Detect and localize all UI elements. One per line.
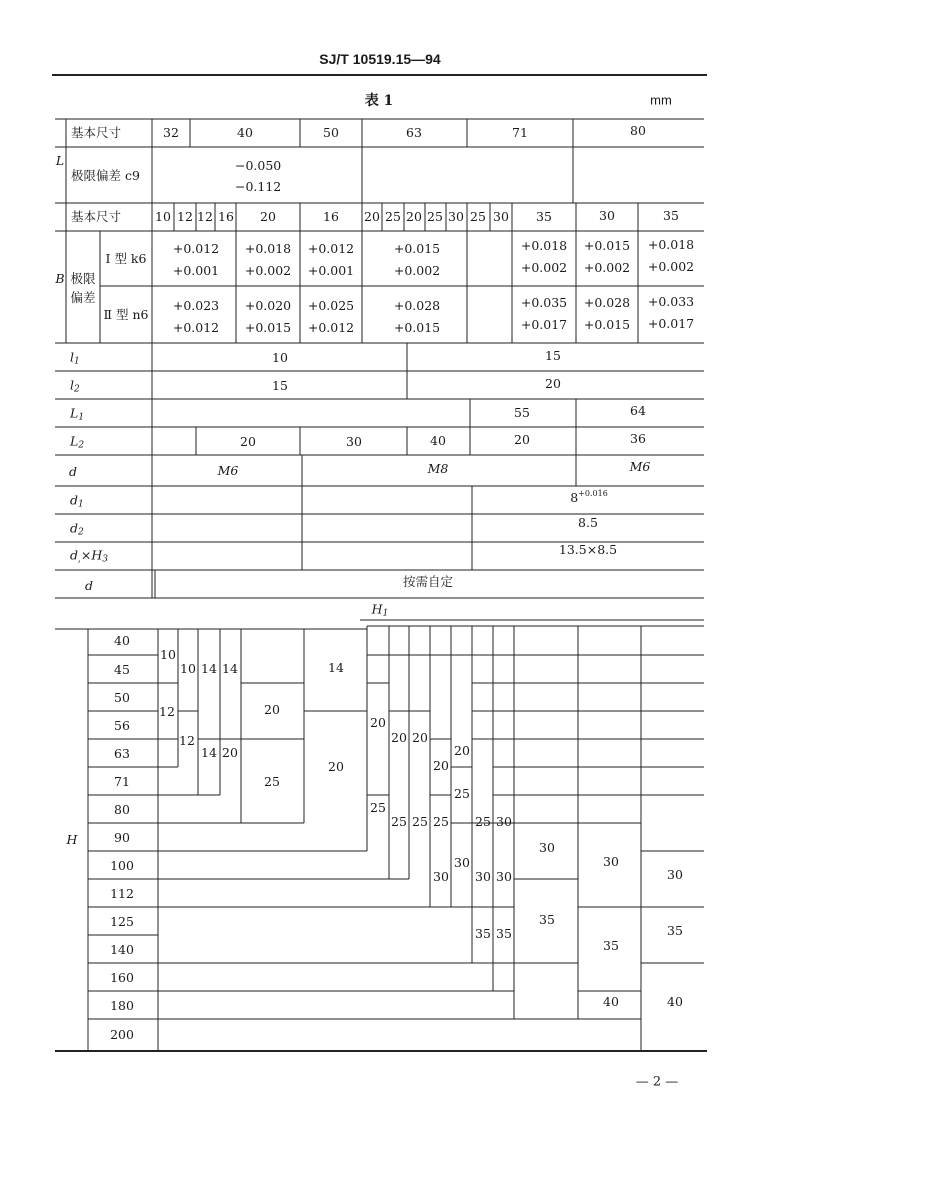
H1-cell: 14 bbox=[201, 744, 217, 760]
B-type1-upper: +0.018 bbox=[647, 236, 695, 252]
B-basic-value: 16 bbox=[323, 208, 339, 224]
B-basic-value: 20 bbox=[406, 208, 422, 224]
B-type2-upper: +0.028 bbox=[393, 297, 441, 313]
H-value: 200 bbox=[110, 1026, 134, 1042]
H1-cell: 25 bbox=[475, 813, 491, 829]
H1-cell: 14 bbox=[222, 660, 238, 676]
B-type1-lower: +0.001 bbox=[172, 262, 220, 278]
B-basic-value: 20 bbox=[260, 208, 276, 224]
l2-value: 15 bbox=[272, 377, 288, 393]
H-value: 63 bbox=[114, 745, 130, 761]
L1-label: $L_1$ bbox=[70, 405, 85, 423]
H1-cell: 30 bbox=[433, 868, 449, 884]
H1-cell: 20 bbox=[454, 742, 470, 758]
B-basic-value: 20 bbox=[364, 208, 380, 224]
H-value: 80 bbox=[114, 801, 130, 817]
d3-H3-label: $d_,\times H_3$ bbox=[70, 547, 108, 565]
L2-value: 30 bbox=[346, 433, 362, 449]
B-type1-upper: +0.018 bbox=[244, 240, 292, 256]
L-basic-value: 63 bbox=[406, 124, 422, 140]
B-basic-value: 10 bbox=[155, 208, 171, 224]
H-label: H bbox=[66, 831, 78, 847]
L2-value: 20 bbox=[240, 433, 256, 449]
H-value: 180 bbox=[110, 997, 134, 1013]
d3-H3-value: 13.5×8.5 bbox=[558, 541, 618, 557]
H-value: 56 bbox=[114, 717, 130, 733]
H-value: 50 bbox=[114, 689, 130, 705]
table-title: 表 1 bbox=[364, 93, 394, 109]
B-tol-label-1: 极限 bbox=[70, 270, 96, 286]
H1-label: $H_1$ bbox=[371, 601, 389, 619]
L2-label: $L_2$ bbox=[70, 433, 85, 451]
H-value: 40 bbox=[114, 632, 130, 648]
B-basic-value: 30 bbox=[599, 207, 615, 223]
B-type2-upper: +0.023 bbox=[172, 297, 220, 313]
L-tolerance-label: 极限偏差 c9 bbox=[71, 167, 140, 183]
H1-cell: 30 bbox=[454, 854, 470, 870]
d2-label: $d_2$ bbox=[70, 520, 84, 538]
H1-cell: 25 bbox=[412, 813, 428, 829]
B-type1-upper: +0.015 bbox=[393, 240, 441, 256]
l1-value: 10 bbox=[272, 349, 288, 365]
B-type1-upper: +0.012 bbox=[172, 240, 220, 256]
H1-cell: 25 bbox=[454, 785, 470, 801]
page-number: — 2 — bbox=[635, 1074, 679, 1090]
H1-cell: 25 bbox=[370, 799, 386, 815]
H1-cell: 40 bbox=[603, 993, 619, 1009]
L-basic-value: 32 bbox=[163, 124, 179, 140]
B-tol-label-2: 偏差 bbox=[70, 289, 96, 305]
B-type1-lower: +0.002 bbox=[520, 259, 568, 275]
B-label: B bbox=[55, 270, 65, 286]
l1-label: $l_1$ bbox=[70, 349, 80, 367]
d-last-label: d bbox=[84, 577, 94, 593]
H1-cell: 10 bbox=[160, 646, 176, 662]
B-basic-value: 25 bbox=[385, 208, 401, 224]
L-basic-label: 基本尺寸 bbox=[71, 124, 122, 140]
B-type1-lower: +0.002 bbox=[244, 262, 292, 278]
B-basic-value: 16 bbox=[218, 208, 234, 224]
l2-label: $l_2$ bbox=[70, 377, 80, 395]
B-basic-value: 30 bbox=[448, 208, 464, 224]
d1-label: $d_1$ bbox=[70, 492, 84, 510]
H1-cell: 25 bbox=[391, 813, 407, 829]
H1-cell: 30 bbox=[496, 868, 512, 884]
d-value: M8 bbox=[427, 460, 449, 476]
B-type2-upper: +0.020 bbox=[244, 297, 292, 313]
B-type2-upper: +0.033 bbox=[647, 293, 695, 309]
B-type2-lower: +0.017 bbox=[520, 316, 568, 332]
d1-value: $8^{+0.016}$ bbox=[570, 488, 608, 505]
H-value: 140 bbox=[110, 941, 134, 957]
d-label: d bbox=[68, 463, 78, 479]
H1-cell: 20 bbox=[412, 729, 428, 745]
H1-cell: 30 bbox=[475, 868, 491, 884]
H-value: 100 bbox=[110, 857, 134, 873]
H1-cell: 25 bbox=[264, 773, 280, 789]
B-type2-lower: +0.015 bbox=[393, 319, 441, 335]
B-type2-upper: +0.035 bbox=[520, 294, 568, 310]
L1-value: 55 bbox=[514, 404, 530, 420]
H1-cell: 14 bbox=[328, 659, 344, 675]
B-basic-label: 基本尺寸 bbox=[71, 208, 122, 224]
L-tol-upper: −0.050 bbox=[235, 157, 282, 173]
H1-cell: 12 bbox=[179, 732, 195, 748]
H-value: 90 bbox=[114, 829, 130, 845]
B-basic-value: 35 bbox=[536, 208, 552, 224]
B-basic-value: 25 bbox=[427, 208, 443, 224]
L-basic-value: 71 bbox=[512, 124, 528, 140]
L-basic-value: 50 bbox=[323, 124, 339, 140]
L-label: L bbox=[55, 152, 65, 168]
H1-cell: 35 bbox=[667, 922, 683, 938]
B-type1-upper: +0.018 bbox=[520, 237, 568, 253]
B-type1-label: Ⅰ 型 k6 bbox=[105, 250, 147, 266]
H-value: 71 bbox=[114, 773, 130, 789]
B-type2-lower: +0.017 bbox=[647, 315, 695, 331]
B-type2-label: Ⅱ 型 n6 bbox=[103, 306, 149, 322]
l2-value: 20 bbox=[545, 375, 561, 391]
H1-cell: 40 bbox=[667, 993, 683, 1009]
H1-cell: 35 bbox=[496, 925, 512, 941]
d-value: M6 bbox=[629, 458, 651, 474]
L-basic-value: 80 bbox=[630, 122, 646, 138]
unit-label: mm bbox=[650, 92, 672, 108]
H1-cell: 10 bbox=[180, 660, 196, 676]
B-type1-upper: +0.012 bbox=[307, 240, 355, 256]
document-code: SJ/T 10519.15—94 bbox=[319, 51, 441, 67]
l1-value: 15 bbox=[545, 347, 561, 363]
L-basic-value: 40 bbox=[237, 124, 253, 140]
H1-cell: 35 bbox=[539, 911, 555, 927]
B-basic-value: 25 bbox=[470, 208, 486, 224]
H1-cell: 30 bbox=[539, 839, 555, 855]
H1-cell: 35 bbox=[475, 925, 491, 941]
H1-cell: 30 bbox=[603, 853, 619, 869]
B-type2-upper: +0.025 bbox=[307, 297, 355, 313]
B-type2-upper: +0.028 bbox=[583, 294, 631, 310]
H1-cell: 12 bbox=[159, 703, 175, 719]
L2-value: 40 bbox=[430, 432, 446, 448]
B-type1-lower: +0.001 bbox=[307, 262, 355, 278]
B-type2-lower: +0.015 bbox=[583, 316, 631, 332]
B-type2-lower: +0.012 bbox=[172, 319, 220, 335]
d2-value: 8.5 bbox=[578, 514, 598, 530]
L-tol-lower: −0.112 bbox=[235, 178, 282, 194]
H1-cell: 20 bbox=[222, 744, 238, 760]
B-type1-lower: +0.002 bbox=[583, 259, 631, 275]
B-basic-value: 12 bbox=[197, 208, 213, 224]
L2-value: 20 bbox=[514, 431, 530, 447]
H1-cell: 20 bbox=[433, 757, 449, 773]
B-basic-value: 12 bbox=[177, 208, 193, 224]
d-last-value: 按需自定 bbox=[402, 573, 454, 589]
H1-cell: 30 bbox=[667, 866, 683, 882]
d-value: M6 bbox=[217, 462, 239, 478]
L2-value: 36 bbox=[630, 430, 646, 446]
H-value: 112 bbox=[110, 885, 134, 901]
B-basic-value: 30 bbox=[493, 208, 509, 224]
H-value: 45 bbox=[114, 661, 130, 677]
B-type2-lower: +0.015 bbox=[244, 319, 292, 335]
H1-cell: 20 bbox=[264, 701, 280, 717]
H1-cell: 20 bbox=[370, 714, 386, 730]
B-type1-upper: +0.015 bbox=[583, 237, 631, 253]
H1-cell: 35 bbox=[603, 937, 619, 953]
H-value: 160 bbox=[110, 969, 134, 985]
L1-value: 64 bbox=[630, 402, 646, 418]
H1-cell: 20 bbox=[391, 729, 407, 745]
B-basic-value: 35 bbox=[663, 207, 679, 223]
H1-cell: 20 bbox=[328, 758, 344, 774]
B-type2-lower: +0.012 bbox=[307, 319, 355, 335]
B-type1-lower: +0.002 bbox=[647, 258, 695, 274]
B-type1-lower: +0.002 bbox=[393, 262, 441, 278]
H-value: 125 bbox=[110, 913, 134, 929]
H1-cell: 30 bbox=[496, 813, 512, 829]
H1-cell: 14 bbox=[201, 660, 217, 676]
H1-cell: 25 bbox=[433, 813, 449, 829]
